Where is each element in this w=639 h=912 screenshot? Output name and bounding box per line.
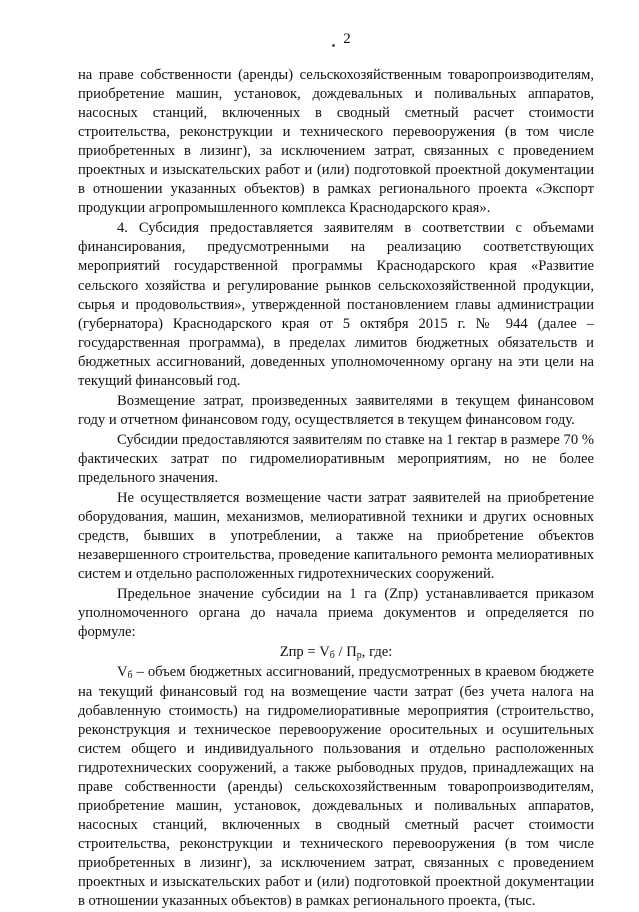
document-page <box>78 30 594 912</box>
paragraph-2: 4. Субсидия предоставляется заявителям в соответствии с объемами финансирования, предусмотренными на реализацию соответствующих мероприятий государственной программы Краснодарского края «Развитие сельского хозяйства и регулирование рынков сельскохозяйственной продукции, сырья и продовольствия», утвержденной постановлением главы администрации (губернатора) Краснодарского края от 5 октября 2015 г. № 944 (далее – государственная программа), в пределах лимитов бюджетных обязательств и бюджетных ассигнований, доведенных уполномоченному органу на эти цели на текущий финансовый год. <box>78 220 594 389</box>
definition-text: – объем бюджетных ассигнований, предусмотренных в краевом бюджете на текущий финансовый год на возмещение части затрат (без учета налога на добавленную стоимость) на гидромелиоративные мероприятия (строительство, реконструкция и техническое перевооружение оросительных и осушительных систем общего и индивидуального пользования и отдельно расположенных гидротехнических сооружений, а также рыбоводных прудов, принадлежащих на праве собственности (аренды) сельскохозяйственным товаропроизводителям, приобретение машин, установок, дождевальных и поливальных аппаратов, насосных станций, включенных в сводный сметный расчет стоимости строительства, реконструкции и технического перевооружения (в том числе приобретенных в лизинг), за исключением затрат, связанных с проведением проектных и изыскательских работ и (или) подготовкой проектной документации в отношении указанных объектов) в рамках регионального проекта, (тыс. <box>78 664 594 910</box>
formula-left: Zпр = V <box>279 644 330 661</box>
formula-sub-b: б <box>329 650 335 662</box>
page-number: 2 <box>343 31 351 47</box>
paragraph-5: Не осуществляется возмещение части затрат заявителей на приобретение оборудования, машин, механизмов, мелиоративной техники и других основных средств, бывших в употреблении, а также на приобретение объектов незавершенного строительства, проведение капитального ремонта мелиоративных систем и отдельно расположенных гидротехнических сооружений. <box>78 490 594 583</box>
formula-sub-r: р <box>356 650 362 662</box>
definition-symbol-sub: б <box>127 670 133 682</box>
paragraph-6: Предельное значение субсидии на 1 га (Zпр) устанавливается приказом уполномоченного органа до начала приема документов и определяется по формуле: <box>78 586 594 641</box>
definition-symbol: V <box>117 664 128 681</box>
paragraph-4: Субсидии предоставляются заявителям по ставке на 1 гектар в размере 70 % фактических затрат по гидромелиоративным мероприятиям, но не более предельного значения. <box>78 431 594 486</box>
formula <box>78 643 594 662</box>
paragraph-1: на праве собственности (аренды) сельскохозяйственным товаропроизводителям, приобретение машин, установок, дождевальных и поливальных аппаратов, насосных станций, включенных в сводный сметный расчет стоимости строительства, реконструкции и технического перевооружения (в том числе приобретенных в лизинг), за исключением затрат, связанных с проведением проектных и изыскательских работ и (или) подготовкой проектной документации в отношении указанных объектов) в рамках регионального проекта «Экспорт продукции агропромышленного комплекса Краснодарского края». <box>78 67 594 217</box>
formula-tail: , где: <box>361 644 393 661</box>
paragraph-3: Возмещение затрат, произведенных заявителями в текущем финансовом году и отчетном финансовом году, осуществляется в текущем финансовом году. <box>78 392 594 428</box>
definition-vb <box>78 663 594 911</box>
formula-mid: / П <box>334 644 357 661</box>
